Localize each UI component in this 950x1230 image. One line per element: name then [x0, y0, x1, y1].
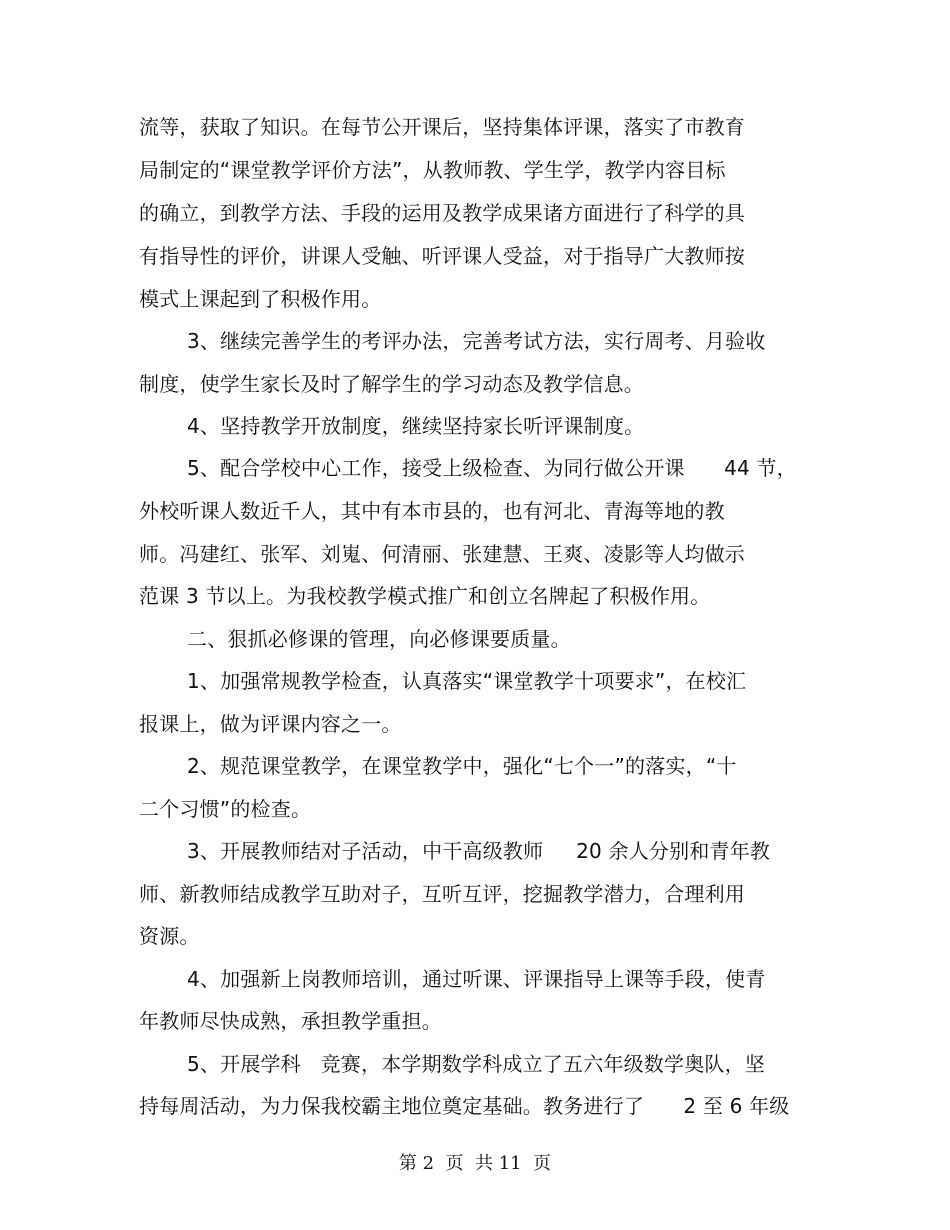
page-number-footer: 第 2 页 共 11 页: [398, 1153, 552, 1174]
body-line: 的确立，到教学方法、手段的运用及教学成果诸方面进行了科学的具: [139, 201, 745, 225]
paragraph-start-line: 2、规范课堂教学，在课堂教学中，强化“七个一”的落实，“十: [187, 754, 737, 778]
body-line: 局制定的“课堂教学评价方法”，从教师教、学生学，教学内容目标: [139, 158, 726, 182]
body-line: 年教师尽快成熟，承担教学重担。: [139, 1009, 442, 1033]
body-line: 持每周活动，为力保我校霸主地位奠定基础。教务进行了 2 至 6 年级: [139, 1094, 790, 1118]
body-line: 师。冯建红、张军、刘嵬、何清丽、张建慧、王爽、凌影等人均做示: [139, 542, 745, 566]
body-line: 范课 3 节以上。为我校教学模式推广和创立名牌起了积极作用。: [139, 584, 711, 608]
body-line: 报课上，做为评课内容之一。: [139, 712, 402, 736]
body-line: 二个习惯”的检查。: [139, 797, 312, 821]
section-heading: 二、狠抓必修课的管理，向必修课要质量。: [187, 627, 571, 651]
paragraph-start-line: 4、坚持教学开放制度，继续坚持家长听评课制度。: [187, 414, 645, 438]
paragraph-start-line: 5、开展学科 竞赛，本学期数学科成立了五六年级数学奥队，坚: [187, 1052, 765, 1076]
body-line: 流等，获取了知识。在每节公开课后，坚持集体评课，落实了市教育: [139, 115, 745, 139]
paragraph-start-line: 3、继续完善学生的考评办法，完善考试方法，实行周考、月验收: [187, 329, 766, 353]
paragraph-start-line: 1、加强常规教学检查，认真落实“课堂教学十项要求”，在校汇: [187, 669, 747, 693]
body-line: 外校听课人数近千人，其中有本市县的，也有河北、青海等地的教: [139, 499, 725, 523]
paragraph-start-line: 3、开展教师结对子活动，中干高级教师 20 余人分别和青年教: [187, 839, 771, 863]
body-line: 师、新教师结成教学互助对子，互听互评，挖掘教学潜力，合理利用: [139, 882, 745, 906]
paragraph-start-line: 5、配合学校中心工作，接受上级检查、为同行做公开课 44 节，: [187, 456, 797, 480]
body-line: 资源。: [139, 924, 200, 948]
body-line: 制度，使学生家长及时了解学生的学习动态及教学信息。: [139, 372, 644, 396]
paragraph-start-line: 4、加强新上岗教师培训，通过听课、评课指导上课等手段，使青: [187, 967, 766, 991]
body-line: 有指导性的评价，讲课人受触、听评课人受益，对于指导广大教师按: [139, 244, 745, 268]
body-line: 模式上课起到了积极作用。: [139, 287, 382, 311]
